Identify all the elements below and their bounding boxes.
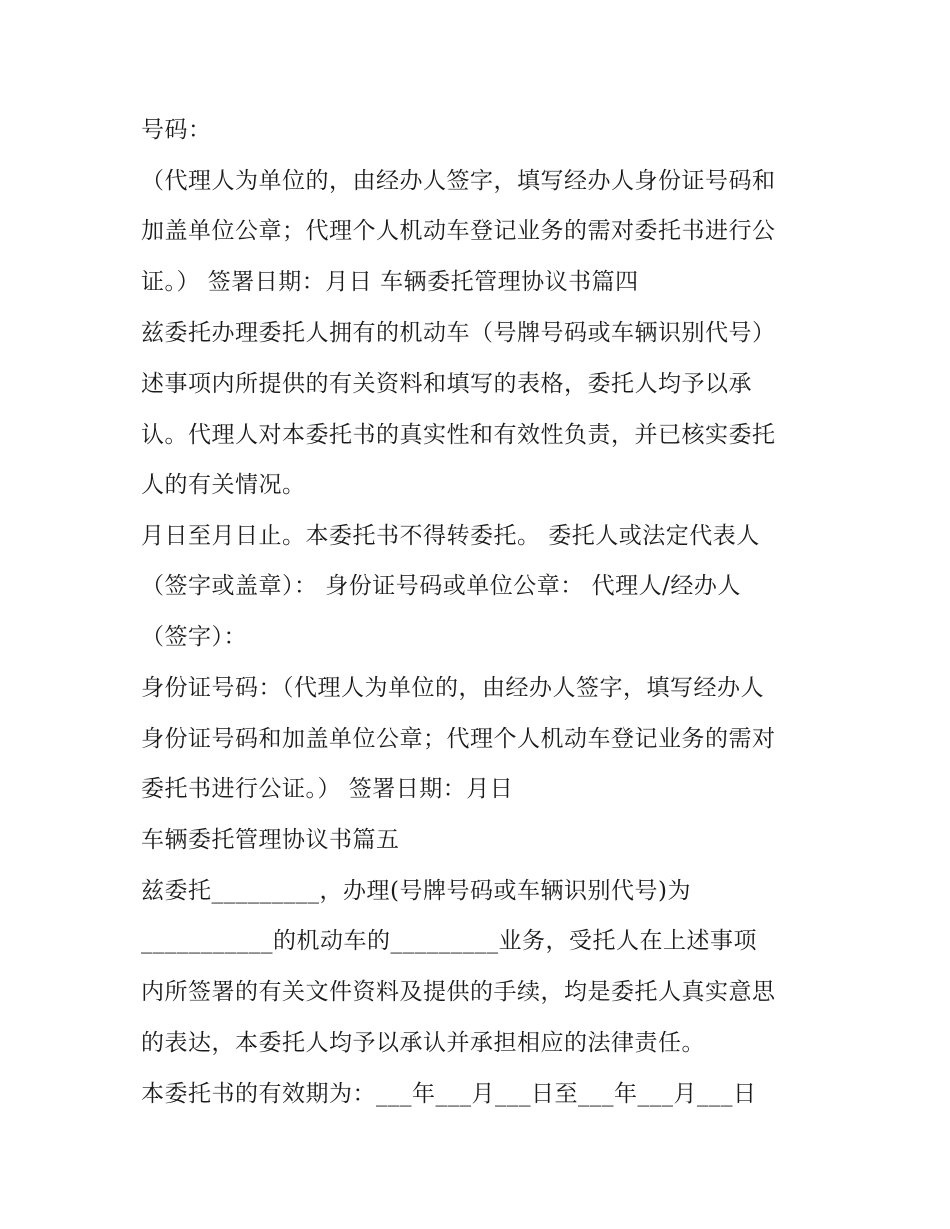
text-line: 证。） 签署日期：月日 车辆委托管理协议书篇四: [141, 269, 639, 295]
text-line: 的表达，本委托人均予以承认并承担相应的法律责任。: [141, 1030, 705, 1056]
section-heading: 车辆委托管理协议书篇五: [141, 827, 400, 853]
text-line: 内所签署的有关文件资料及提供的手续，均是委托人真实意思: [141, 979, 776, 1005]
text-line: 述事项内所提供的有关资料和填写的表格，委托人均予以承: [141, 371, 752, 397]
text-line: （签字或盖章）： 身份证号码或单位公章： 代理人/经办人: [141, 573, 741, 599]
text-line: （签字）：: [141, 624, 247, 650]
text-line: 兹委托办理委托人拥有的机动车（号牌号码或车辆识别代号）: [141, 320, 776, 346]
text-line: 兹委托_________，办理(号牌号码或车辆识别代号)为: [141, 878, 691, 904]
text-line: 身份证号码：（代理人为单位的，由经办人签字，填写经办人: [141, 675, 764, 701]
text-line: 认。代理人对本委托书的真实性和有效性负责，并已核实委托: [141, 422, 776, 448]
text-line: 人的有关情况。: [141, 472, 306, 498]
text-line: 本委托书的有效期为：___年___月___日至___年___月___日: [141, 1081, 757, 1107]
text-line: 委托书进行公证。） 签署日期：月日: [141, 776, 514, 802]
text-line: 号码：: [141, 117, 212, 143]
text-line: 身份证号码和加盖单位公章；代理个人机动车登记业务的需对: [141, 726, 776, 752]
text-line: ___________的机动车的_________业务，受托人在上述事项: [141, 928, 757, 954]
text-line: （代理人为单位的，由经办人签字，填写经办人身份证号码和: [141, 168, 776, 194]
text-line: 月日至月日止。本委托书不得转委托。 委托人或法定代表人: [141, 523, 760, 549]
text-line: 加盖单位公章；代理个人机动车登记业务的需对委托书进行公: [141, 218, 776, 244]
